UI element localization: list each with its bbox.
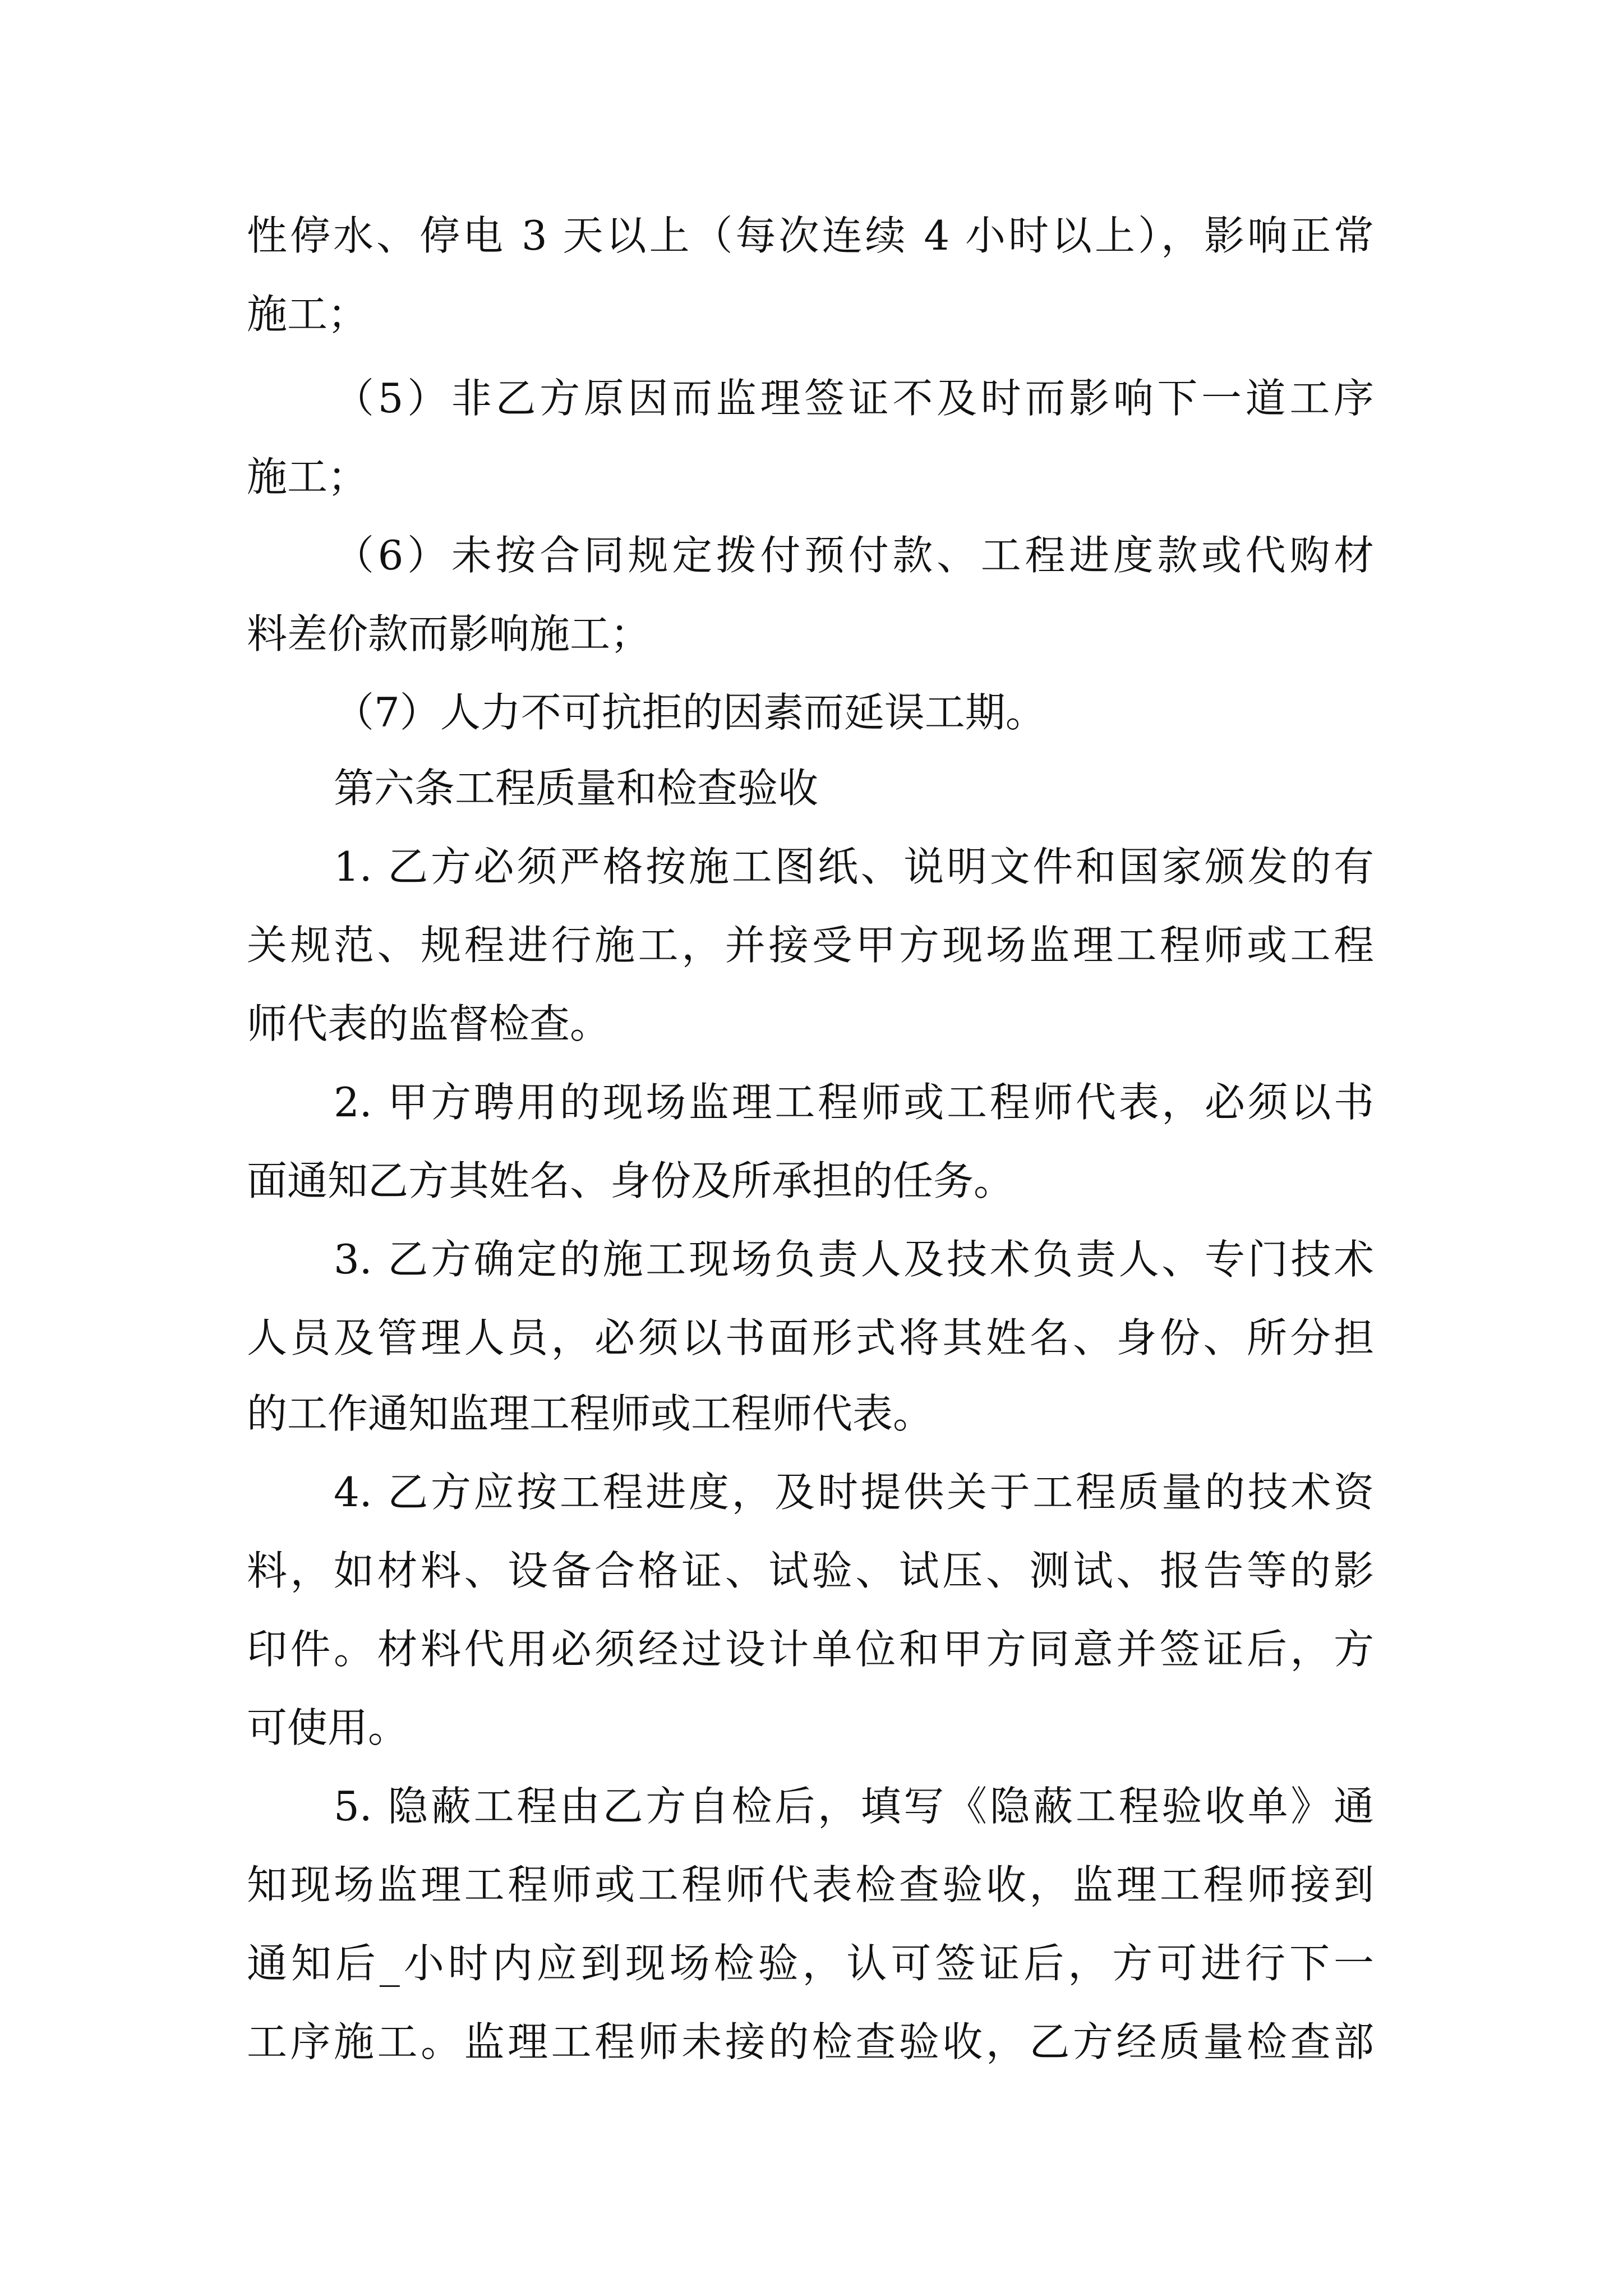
text-line: 人员及管理人员，必须以书面形式将其姓名、身份、所分担 [247, 1314, 1374, 1361]
text-line: 师代表的监督检查。 [247, 1000, 611, 1047]
text-line: 印件。材料代用必须经过设计单位和甲方同意并签证后，方 [247, 1626, 1374, 1673]
text-line: 料差价款而影响施工； [247, 610, 651, 657]
text-line: （5）非乙方原因而监理签证不及时而影响下一道工序 [334, 375, 1374, 422]
text-line: 性停水、停电 3 天以上（每次连续 4 小时以上），影响正常 [247, 212, 1374, 259]
text-line: 通知后_小时内应到现场检验，认可签证后，方可进行下一 [247, 1940, 1374, 1987]
text-line: 3. 乙方确定的施工现场负责人及技术负责人、专门技术 [334, 1236, 1374, 1283]
text-line: 可使用。 [247, 1704, 409, 1751]
text-line: 料，如材料、设备合格证、试验、试压、测试、报告等的影 [247, 1547, 1374, 1594]
section-heading: 第六条工程质量和检查验收 [334, 765, 819, 812]
text-line: 工序施工。监理工程师未接的检查验收，乙方经质量检查部 [247, 2018, 1374, 2065]
text-line: （7）人力不可抗拒的因素而延误工期。 [334, 689, 1046, 736]
text-line: 5. 隐蔽工程由乙方自检后，填写《隐蔽工程验收单》通 [334, 1783, 1374, 1830]
text-line: 施工； [247, 453, 368, 500]
text-line: 2. 甲方聘用的现场监理工程师或工程师代表，必须以书 [334, 1079, 1374, 1126]
text-line: 的工作通知监理工程师或工程师代表。 [247, 1390, 934, 1437]
text-line: 面通知乙方其姓名、身份及所承担的任务。 [247, 1157, 1015, 1204]
text-line: 关规范、规程进行施工，并接受甲方现场监理工程师或工程 [247, 922, 1374, 969]
text-line: 1. 乙方必须严格按施工图纸、说明文件和国家颁发的有 [334, 843, 1374, 890]
text-line: 施工； [247, 291, 368, 338]
text-line: 知现场监理工程师或工程师代表检查验收，监理工程师接到 [247, 1861, 1374, 1908]
text-line: 4. 乙方应按工程进度，及时提供关于工程质量的技术资 [334, 1469, 1374, 1516]
text-line: （6）未按合同规定拨付预付款、工程进度款或代购材 [334, 532, 1374, 579]
